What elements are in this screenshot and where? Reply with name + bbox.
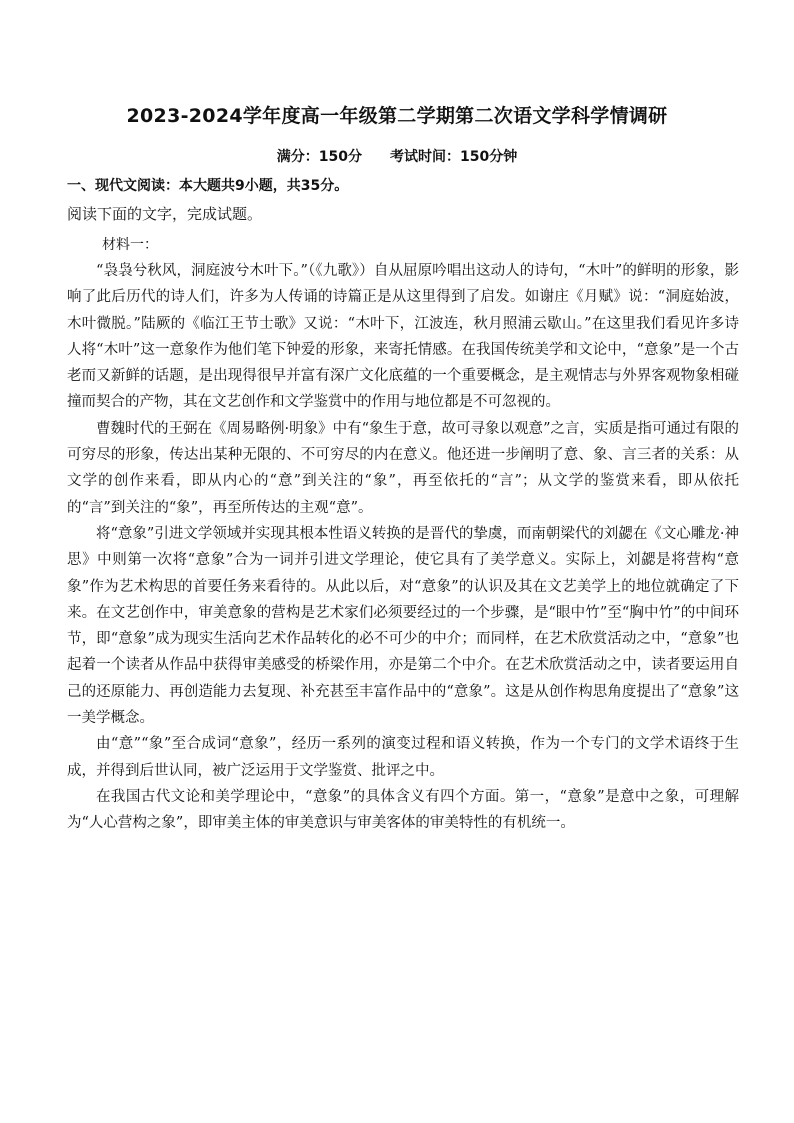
paragraph: 将“意象”引进文学领域并实现其根本性语义转换的是晋代的挚虞，而南朝梁代的刘勰在《文心雕龙·神思》中则第一次将“意象”合为一词并引进文学理论，使它具有了美学意义。实际上，刘勰是将营构“意象”作为艺术构思的首要任务来看待的。从此以后，对“意象”的认识及其在文艺美学上的地位就确定了下来。在文艺创作中，审美意象的营构是艺术家们必须要经过的一个步骤，是“眼中竹”至“胸中竹”的中间环节，即“意象”成为现实生活向艺术作品转化的必不可少的中介；而同样，在艺术欣赏活动之中，“意象”也起着一个读者从作品中获得审美感受的桥梁作用，亦是第二个中介。在艺术欣赏活动之中，读者要运用自己的还原能力、再创造能力去复现、补充甚至丰富作品中的“意象”。这是从创作构思角度提出了“意象”这一美学概念。: [67, 525, 739, 727]
section-heading: 一、现代文阅读：本大题共9小题，共35分。: [67, 178, 349, 194]
exam-time: 考试时间：150分钟: [390, 149, 518, 165]
paragraph: “袅袅兮秋风，洞庭波兮木叶下。”（《九歌》）自从屈原吟唱出这动人的诗句，“木叶”的鲜明的形象，影响了此后历代的诗人们，许多为人传诵的诗篇正是从这里得到了启发。如谢庄《月赋》说：“洞庭始波，木叶微脱。”陆厥的《临江王节士歌》又说：“木叶下，江波连，秋月照浦云歇山。”在这里我们看见许多诗人将“木叶”这一意象作为他们笔下钟爱的形象，来寄托情感。在我国传统美学和文论中，“意象”是一个古老而又新鲜的话题，是出现得很早并富有深广文化底蕴的一个重要概念，是主观情志与外界客观物象相碰撞而契合的产物，其在文艺创作和文学鉴赏中的作用与地位都是不可忽视的。: [67, 263, 739, 411]
full-score: 满分：150分: [276, 149, 362, 165]
paragraph: 在我国古代文论和美学理论中，“意象”的具体含义有四个方面。第一，“意象”是意中之象，可理解为“人心营构之象”，即审美主体的审美意识与审美客体的审美特性的有机统一。: [67, 788, 739, 832]
paragraph: 曹魏时代的王弼在《周易略例·明象》中有“象生于意，故可寻象以观意”之言，实质是指可通过有限的可穷尽的形象，传达出某种无限的、不可穷尽的内在意义。他还进一步阐明了意、象、言三者的关系：从文学的创作来看，即从内心的“意”到关注的“象”，再至依托的“言”；从文学的鉴赏来看，即从依托的“言”到关注的“象”，再至所传达的主观“意”。: [67, 420, 739, 516]
passage-body: [67, 258, 739, 837]
exam-info: [0, 146, 794, 166]
material-label: 材料一：: [102, 237, 158, 253]
reading-instruction: 阅读下面的文字，完成试题。: [67, 205, 263, 223]
page-title: 2023-2024学年度高一年级第二学期第二次语文学科学情调研: [126, 105, 668, 127]
paragraph: 由“意”“象”至合成词“意象”，经历一系列的演变过程和语义转换，作为一个专门的文学术语终于生成，并得到后世认同，被广泛运用于文学鉴赏、批评之中。: [67, 736, 739, 779]
